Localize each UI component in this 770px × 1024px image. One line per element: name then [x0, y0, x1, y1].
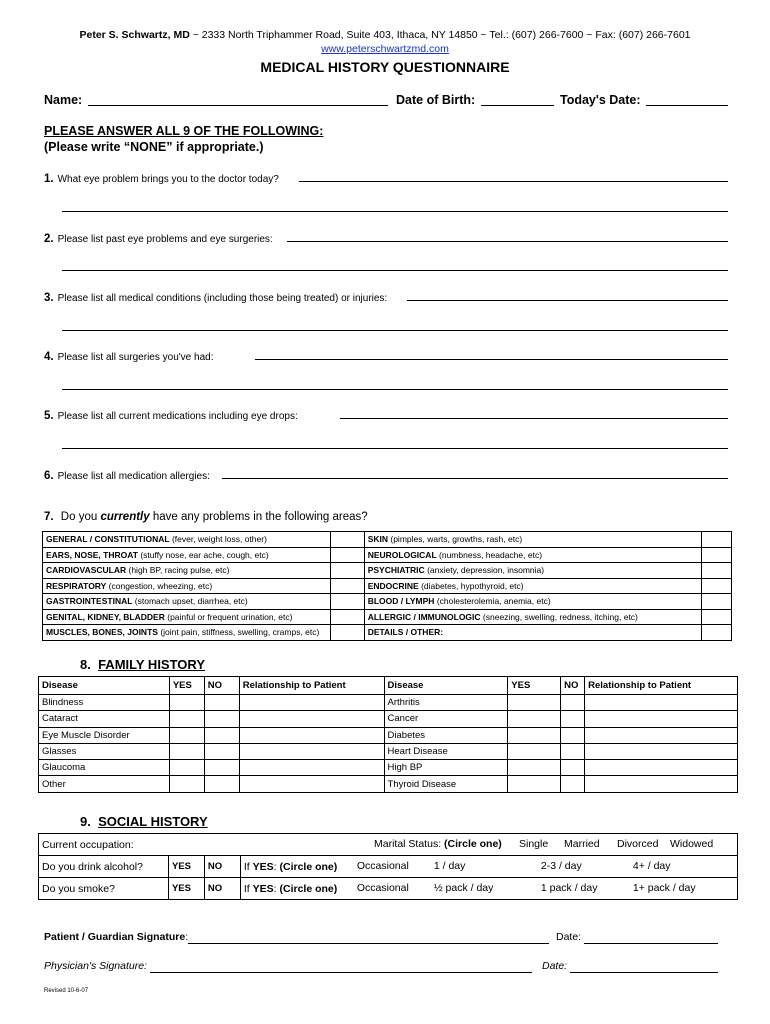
patient-date-label: Date: [556, 931, 582, 943]
left-system-label: GENITAL, KIDNEY, BLADDER (painful or frequent urination, etc) [43, 609, 331, 625]
right-system-answer-box[interactable] [702, 532, 732, 548]
family-disease-name: Eye Muscle Disorder [39, 727, 170, 743]
family-yes-box[interactable] [508, 760, 561, 776]
physician-date-field[interactable] [570, 972, 718, 973]
systems-review-row [43, 547, 732, 563]
family-history-row [39, 760, 738, 776]
family-yes-box[interactable] [508, 695, 561, 711]
physician-signature-label: Physician's Signature: [44, 960, 147, 972]
family-relationship-field[interactable] [239, 760, 384, 776]
family-relationship-field[interactable] [585, 743, 738, 759]
answer-1-line-1[interactable] [299, 181, 728, 182]
revision-note: Revised 10-6-07 [44, 988, 89, 994]
family-yes-box[interactable] [169, 776, 204, 792]
family-relationship-field[interactable] [239, 711, 384, 727]
smoke-if-yes: If YES: (Circle one) [243, 882, 338, 895]
family-no-box[interactable] [561, 776, 585, 792]
family-relationship-field[interactable] [585, 776, 738, 792]
smoke-row [39, 878, 738, 900]
family-no-box[interactable] [561, 743, 585, 759]
physician-signature-field[interactable] [150, 972, 532, 973]
family-history-header-row: Disease YES NO Relationship to Patient Disease YES NO Relationship to Patient [39, 677, 738, 695]
answer-3-line-1[interactable] [407, 300, 728, 301]
family-relationship-field[interactable] [585, 695, 738, 711]
family-history-row [39, 776, 738, 792]
alcohol-4-plus-per-day[interactable]: 4+ / day [632, 860, 671, 872]
right-system-answer-box[interactable] [702, 625, 732, 641]
marital-single[interactable]: Single [519, 838, 549, 850]
family-disease-name: Cataract [39, 711, 170, 727]
doctor-name: Peter S. Schwartz, MD [79, 29, 190, 41]
left-system-answer-box[interactable] [330, 578, 364, 594]
alcohol-row [39, 856, 738, 878]
family-history-row [39, 727, 738, 743]
family-disease-name: Arthritis [384, 695, 508, 711]
systems-review-row [43, 594, 732, 610]
alcohol-occasional[interactable]: Occasional [356, 860, 409, 872]
dob-field[interactable] [481, 105, 554, 106]
smoke-half-pack[interactable]: ½ pack / day [433, 882, 494, 894]
alcohol-yes[interactable]: YES [168, 856, 204, 878]
family-yes-box[interactable] [508, 776, 561, 792]
name-field[interactable] [88, 105, 388, 106]
family-yes-box[interactable] [169, 727, 204, 743]
occupation-label: Current occupation: [42, 838, 134, 851]
family-relationship-field[interactable] [585, 760, 738, 776]
left-system-label: RESPIRATORY (congestion, wheezing, etc) [43, 578, 331, 594]
smoke-occasional[interactable]: Occasional [356, 882, 409, 894]
practice-address: ~ 2333 North Triphammer Road, Suite 403, Ithaca, NY 14850 ~ Tel.: (607) 266-7600 ~ Fax: (607) 266-7601 [192, 29, 691, 41]
family-history-row [39, 695, 738, 711]
social-history-heading: 9. SOCIAL HISTORY [80, 814, 208, 829]
website-link[interactable]: www.peterschwartzmd.com [321, 43, 449, 55]
family-no-box[interactable] [204, 776, 239, 792]
family-history-heading: 8. FAMILY HISTORY [80, 657, 205, 672]
left-system-label: CARDIOVASCULAR (high BP, racing pulse, etc) [43, 563, 331, 579]
answer-5-line-2[interactable] [62, 448, 728, 449]
systems-review-row [43, 563, 732, 579]
question-2: 2. Please list past eye problems and eye surgeries: [44, 233, 273, 245]
left-system-answer-box[interactable] [330, 609, 364, 625]
family-disease-name: Diabetes [384, 727, 508, 743]
question-6: 6. Please list all medication allergies: [44, 470, 210, 482]
answer-5-line-1[interactable] [340, 418, 728, 419]
left-system-answer-box[interactable] [330, 532, 364, 548]
right-system-label: PSYCHIATRIC (anxiety, depression, insomnia) [364, 563, 701, 579]
answer-2-line-2[interactable] [62, 270, 728, 271]
patient-signature-field[interactable] [188, 943, 549, 944]
alcohol-2-3-per-day[interactable]: 2-3 / day [540, 860, 582, 872]
right-system-label: BLOOD / LYMPH (cholesterolemia, anemia, etc) [364, 594, 701, 610]
marital-married[interactable]: Married [564, 838, 600, 850]
family-disease-name: High BP [384, 760, 508, 776]
alcohol-question: Do you drink alcohol? [39, 856, 169, 878]
alcohol-no[interactable]: NO [204, 856, 240, 878]
family-yes-box[interactable] [508, 711, 561, 727]
right-system-answer-box[interactable] [702, 563, 732, 579]
family-yes-box[interactable] [169, 695, 204, 711]
smoke-yes[interactable]: YES [168, 878, 204, 900]
answer-6-line-1[interactable] [222, 478, 728, 479]
instructions-subheading: (Please write “NONE” if appropriate.) [44, 140, 264, 154]
right-system-label: ENDOCRINE (diabetes, hypothyroid, etc) [364, 578, 701, 594]
left-system-label: EARS, NOSE, THROAT (stuffy nose, ear ache, cough, etc) [43, 547, 331, 563]
family-no-box[interactable] [561, 727, 585, 743]
family-no-box[interactable] [204, 760, 239, 776]
smoke-1-plus-pack[interactable]: 1+ pack / day [632, 882, 696, 894]
marital-widowed[interactable]: Widowed [670, 838, 714, 850]
family-disease-name: Blindness [39, 695, 170, 711]
form-title: MEDICAL HISTORY QUESTIONNAIRE [260, 59, 510, 75]
family-disease-name: Cancer [384, 711, 508, 727]
marital-circle-one: (Circle one) [444, 838, 502, 850]
question-7: 7. Do you currently have any problems in the following areas? [44, 511, 368, 523]
family-yes-box[interactable] [508, 727, 561, 743]
family-history-row [39, 711, 738, 727]
family-disease-name: Glasses [39, 743, 170, 759]
left-system-label: GENERAL / CONSTITUTIONAL (fever, weight loss, other) [43, 532, 331, 548]
family-no-box[interactable] [561, 711, 585, 727]
answer-2-line-1[interactable] [287, 241, 728, 242]
family-no-box[interactable] [204, 711, 239, 727]
systems-review-row [43, 625, 732, 641]
patient-signature-label: Patient / Guardian Signature: [44, 931, 189, 943]
right-system-label: NEUROLOGICAL (numbness, headache, etc) [364, 547, 701, 563]
smoke-1-pack[interactable]: 1 pack / day [540, 882, 598, 894]
instructions-heading: PLEASE ANSWER ALL 9 OF THE FOLLOWING: [44, 124, 324, 138]
letterhead [0, 29, 770, 41]
patient-date-field[interactable] [584, 943, 718, 944]
family-no-box[interactable] [204, 743, 239, 759]
question-3: 3. Please list all medical conditions (including those being treated) or injuries: [44, 292, 388, 304]
name-label: Name: [44, 93, 83, 107]
family-relationship-field[interactable] [239, 743, 384, 759]
systems-review-table [42, 531, 732, 641]
family-disease-name: Heart Disease [384, 743, 508, 759]
family-yes-box[interactable] [169, 711, 204, 727]
family-relationship-field[interactable] [239, 695, 384, 711]
smoke-no[interactable]: NO [204, 878, 240, 900]
family-yes-box[interactable] [169, 743, 204, 759]
left-system-answer-box[interactable] [330, 594, 364, 610]
systems-review-row [43, 532, 732, 548]
right-system-answer-box[interactable] [702, 609, 732, 625]
left-system-answer-box[interactable] [330, 547, 364, 563]
family-disease-name: Glaucoma [39, 760, 170, 776]
right-system-label: ALLERGIC / IMMUNOLOGIC (sneezing, swelling, redness, itching, etc) [364, 609, 701, 625]
answer-3-line-2[interactable] [62, 330, 728, 331]
family-yes-box[interactable] [169, 760, 204, 776]
family-relationship-field[interactable] [585, 727, 738, 743]
todays-date-field[interactable] [646, 105, 728, 106]
family-history-table [38, 676, 738, 793]
right-system-answer-box[interactable] [702, 578, 732, 594]
todays-date-label: Today's Date: [560, 93, 641, 107]
dob-label: Date of Birth: [396, 93, 476, 107]
family-no-box[interactable] [561, 695, 585, 711]
physician-date-label: Date: [542, 960, 568, 972]
occupation-row [39, 834, 738, 856]
family-relationship-field[interactable] [585, 711, 738, 727]
family-disease-name: Thyroid Disease [384, 776, 508, 792]
left-system-answer-box[interactable] [330, 625, 364, 641]
alcohol-1-per-day[interactable]: 1 / day [433, 860, 466, 872]
answer-1-line-2[interactable] [62, 211, 728, 212]
alcohol-if-yes: If YES: (Circle one) [243, 860, 338, 873]
family-yes-box[interactable] [508, 743, 561, 759]
systems-review-row [43, 609, 732, 625]
right-system-answer-box[interactable] [702, 547, 732, 563]
family-no-box[interactable] [204, 695, 239, 711]
right-system-label: SKIN (pimples, warts, growths, rash, etc) [364, 532, 701, 548]
smoke-question: Do you smoke? [39, 878, 169, 900]
left-system-label: GASTROINTESTINAL (stomach upset, diarrhea, etc) [43, 594, 331, 610]
answer-4-line-1[interactable] [255, 359, 728, 360]
social-history-table [38, 833, 738, 900]
question-1: 1. What eye problem brings you to the doctor today? [44, 173, 279, 185]
left-system-label: MUSCLES, BONES, JOINTS (joint pain, stiffness, swelling, cramps, etc) [43, 625, 331, 641]
family-no-box[interactable] [204, 727, 239, 743]
family-history-row [39, 743, 738, 759]
systems-review-row [43, 578, 732, 594]
question-4: 4. Please list all surgeries you've had: [44, 351, 214, 363]
family-relationship-field[interactable] [239, 776, 384, 792]
question-5: 5. Please list all current medications including eye drops: [44, 410, 298, 422]
answer-4-line-2[interactable] [62, 389, 728, 390]
marital-divorced[interactable]: Divorced [617, 838, 659, 850]
right-system-answer-box[interactable] [702, 594, 732, 610]
family-relationship-field[interactable] [239, 727, 384, 743]
marital-status-label: Marital Status: [374, 838, 442, 850]
family-disease-name: Other [39, 776, 170, 792]
right-system-label: DETAILS / OTHER: [364, 625, 701, 641]
left-system-answer-box[interactable] [330, 563, 364, 579]
family-no-box[interactable] [561, 760, 585, 776]
